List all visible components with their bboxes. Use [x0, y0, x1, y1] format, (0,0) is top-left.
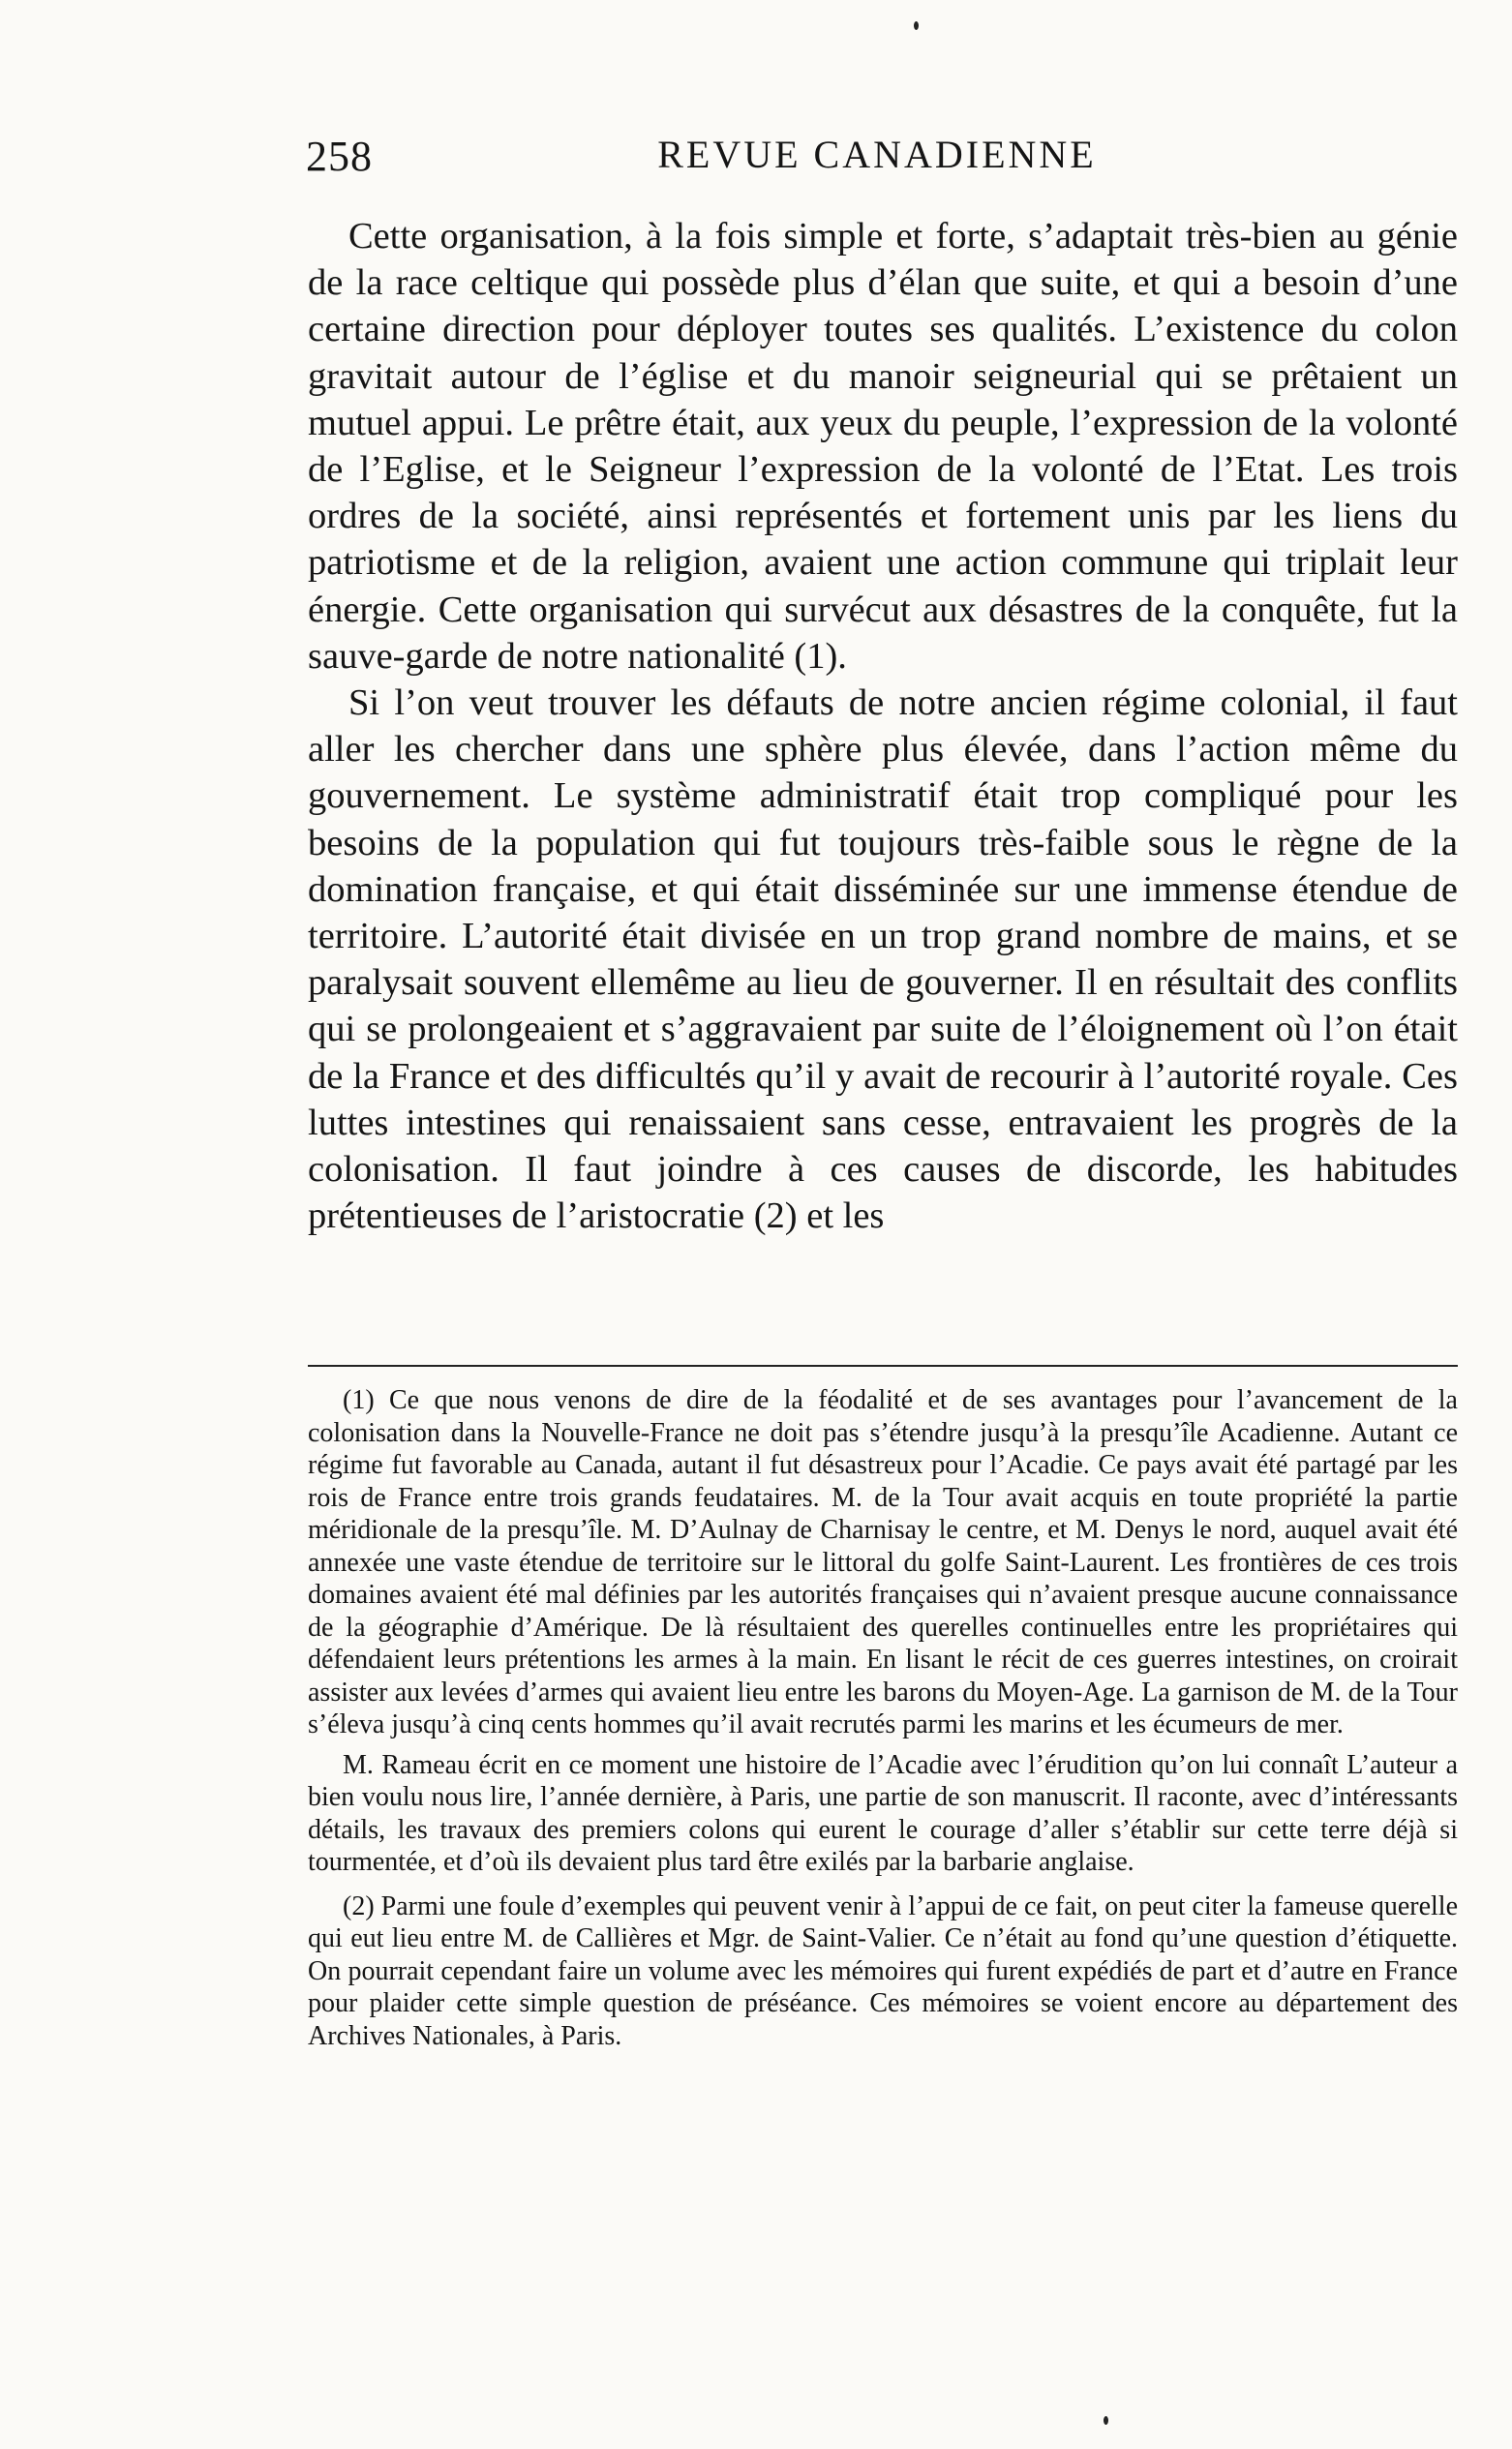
- footnote-2: (2) Parmi une foule d’exemples qui peuvent venir à l’appui de ce fait, on peut citer la fameuse querelle qui eut lieu entre M. de Callières et Mgr. de Saint-Valier. Ce n’était au fond qu’une question d’étiquette. On pourrait cependant faire un volume avec les mémoires qui furent expédiés de part et d’autre en France pour plaider cette simple question de préséance. Ces mémoires se voient encore au département des Archives Nationales, à Paris.: [308, 1890, 1458, 2051]
- body-text: [308, 213, 1458, 1239]
- body-paragraph-2: Si l’on veut trouver les défauts de notre ancien régime colonial, il faut aller les chercher dans une sphère plus élevée, dans l’action même du gouvernement. Le système administratif était trop compliqué pour les besoins de la population qui fut toujours très-faible sous le règne de la domination française, et qui était disséminée sur une immense étendue de territoire. L’autorité était divisée en un trop grand nombre de mains, et se paralysait souvent ellemême au lieu de gouverner. Il en résultait des conflits qui se prolongeaient et s’aggravaient par suite de l’éloignement où l’on était de la France et des difficultés qu’il y avait de recourir à l’autorité royale. Ces luttes intestines qui renaissaient sans cesse, entravaient les progrès de la colonisation. Il faut joindre à ces causes de discorde, les habitudes prétentieuses de l’aristocratie (2) et les: [308, 682, 1458, 1237]
- footnote-separator-rule: [308, 1365, 1458, 1367]
- ink-speck-top: [914, 21, 919, 30]
- footnote-1: (1) Ce que nous venons de dire de la féodalité et de ses avantages pour l’avancement de la colonisation dans la Nouvelle-France ne doit pas s’étendre jusqu’à la presqu’île Acadienne. Autant ce régime fut favorable au Canada, autant il fut désastreux pour l’Acadie. Ce pays avait été partagé par les rois de France entre trois grands feudataires. M. de la Tour avait acquis en toute propriété la partie méridionale de la presqu’île. M. D’Aulnay de Charnisay le centre, et M. Denys le nord, auquel avait été annexée une vaste étendue de territoire sur le littoral du golfe Saint-Laurent. Les frontières de ces trois domaines avaient été mal définies par les autorités françaises qui n’avaient presque aucune connaissance de la géographie d’Amérique. De là résultaient des querelles continuelles entre les propriétaires qui défendaient leurs prétentions les armes à la main. En lisant le récit de ces guerres intestines, on croirait assister aux levées d’armes qui avaient lieu entre les barons du Moyen-Age. La garnison de M. de la Tour s’éleva jusqu’à cinq cents hommes qu’il avait recrutés parmi les marins et les écumeurs de mer.: [308, 1385, 1458, 1739]
- footnote-1-continuation: M. Rameau écrit en ce moment une histoire de l’Acadie avec l’érudition qu’on lui connaît L’auteur a bien voulu nous lire, l’année dernière, à Paris, une partie de son manuscrit. Il raconte, avec d’intéressants détails, les travaux des premiers colons qui eurent le courage d’aller s’établir sur cette terre déjà si tourmentée, et d’où ils devaient plus tard être exilés par la barbarie anglaise.: [308, 1749, 1458, 1877]
- body-paragraph-1: Cette organisation, à la fois simple et forte, s’adaptait très-bien au génie de la race celtique qui possède plus d’élan que suite, et qui a besoin d’une certaine direction pour déployer toutes ses qualités. L’existence du colon gravitait autour de l’église et du manoir seigneurial qui se prêtaient un mutuel appui. Le prêtre était, aux yeux du peuple, l’expression de la volonté de l’Eglise, et le Seigneur l’expression de la volonté de l’Etat. Les trois ordres de la société, ainsi représentés et fortement unis par les liens du patriotisme et de la religion, avaient une action commune qui triplait leur énergie. Cette organisation qui survécut aux désastres de la conquête, fut la sauve-garde de notre nationalité (1).: [308, 216, 1458, 677]
- page-header: [306, 132, 1448, 190]
- ink-speck-bottom: [1104, 2416, 1108, 2425]
- footnotes: [308, 1384, 1458, 2060]
- page-number: 258: [306, 133, 373, 180]
- running-title: REVUE CANADIENNE: [657, 133, 1097, 176]
